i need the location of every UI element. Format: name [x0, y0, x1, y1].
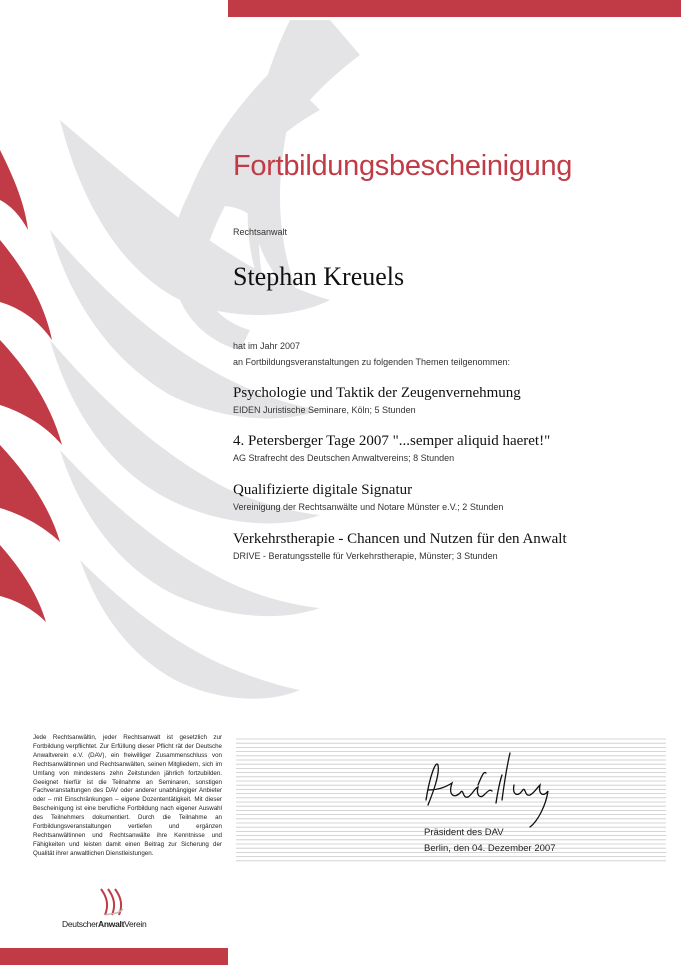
topic-detail: Vereinigung der Rechtsanwälte und Notare Münster e.V.; 2 Stunden [233, 502, 504, 512]
topic-title: Psychologie und Taktik der Zeugenvernehmung [233, 385, 521, 401]
recipient-role: Rechtsanwalt [233, 227, 288, 237]
topic-detail: EIDEN Juristische Seminare, Köln; 5 Stunden [233, 405, 416, 415]
recipient-name: Stephan Kreuels [233, 262, 405, 291]
topic-item [233, 481, 663, 512]
bottom-accent-bar [0, 948, 228, 965]
dav-logo-text: DeutscherAnwaltVerein [62, 919, 147, 929]
topic-item [233, 384, 663, 415]
topic-detail: AG Strafrecht des Deutschen Anwaltvereins; 8 Stunden [233, 453, 455, 463]
signature-graphic [418, 745, 558, 835]
intro-line-year: hat im Jahr 2007 [233, 341, 301, 351]
topic-item [233, 432, 663, 463]
signatory-role: Präsident des DAV [424, 827, 504, 838]
topic-detail: DRIVE - Beratungsstelle für Verkehrstherapie, Münster; 3 Stunden [233, 551, 498, 561]
intro-line-topics: an Fortbildungsveranstaltungen zu folgenden Themen teilgenommen: [233, 357, 511, 367]
topic-title: 4. Petersberger Tage 2007 "...semper aliquid haeret!" [233, 433, 551, 449]
red-swoosh-bands [0, 150, 62, 622]
topic-item [233, 530, 663, 561]
signature-date: Berlin, den 04. Dezember 2007 [424, 843, 556, 854]
topic-title: Qualifizierte digitale Signatur [233, 482, 413, 498]
dav-logo-icon [97, 885, 127, 921]
footnote-text: Jede Rechtsanwältin, jeder Rechtsanwalt ist gesetzlich zur Fortbildung verpflichtet. Zur Erfüllung dieser Pflicht rät der Deutsche Anwaltverein e.V. (DAV), ein freiwilliger Zusammenschluss von Rechtsanwältinnen und Rechtsanwälten, seinen Mitgliedern, sich im Umfang von mindestens zehn Zeitstunden jährlich fortzubilden. Geeignet hierfür ist die Teilnahme an Seminaren, sonstigen Fachveranstaltungen des DAV oder anderer unabhängiger Anbieter oder – mit Einschränkungen – eigene Dozententätigkeit. Mit dieser Bescheinigung ist eine berufliche Fortbildung nach eigener Auswahl des Teilnehmers dokumentiert. Durch die Teilnahme an Fortbildungsveranstaltungen vertiefen und ergänzen Rechtsanwältinnen und Rechtsanwälte ihre Kenntnisse und Fähigkeiten und leisten damit einen Beitrag zur Sicherung der Qualität ihrer anwaltlichen Dienstleistungen. [33, 734, 222, 857]
certificate-title: Fortbildungsbescheinigung [233, 150, 573, 182]
topic-title: Verkehrstherapie - Chancen und Nutzen für den Anwalt [233, 531, 567, 547]
